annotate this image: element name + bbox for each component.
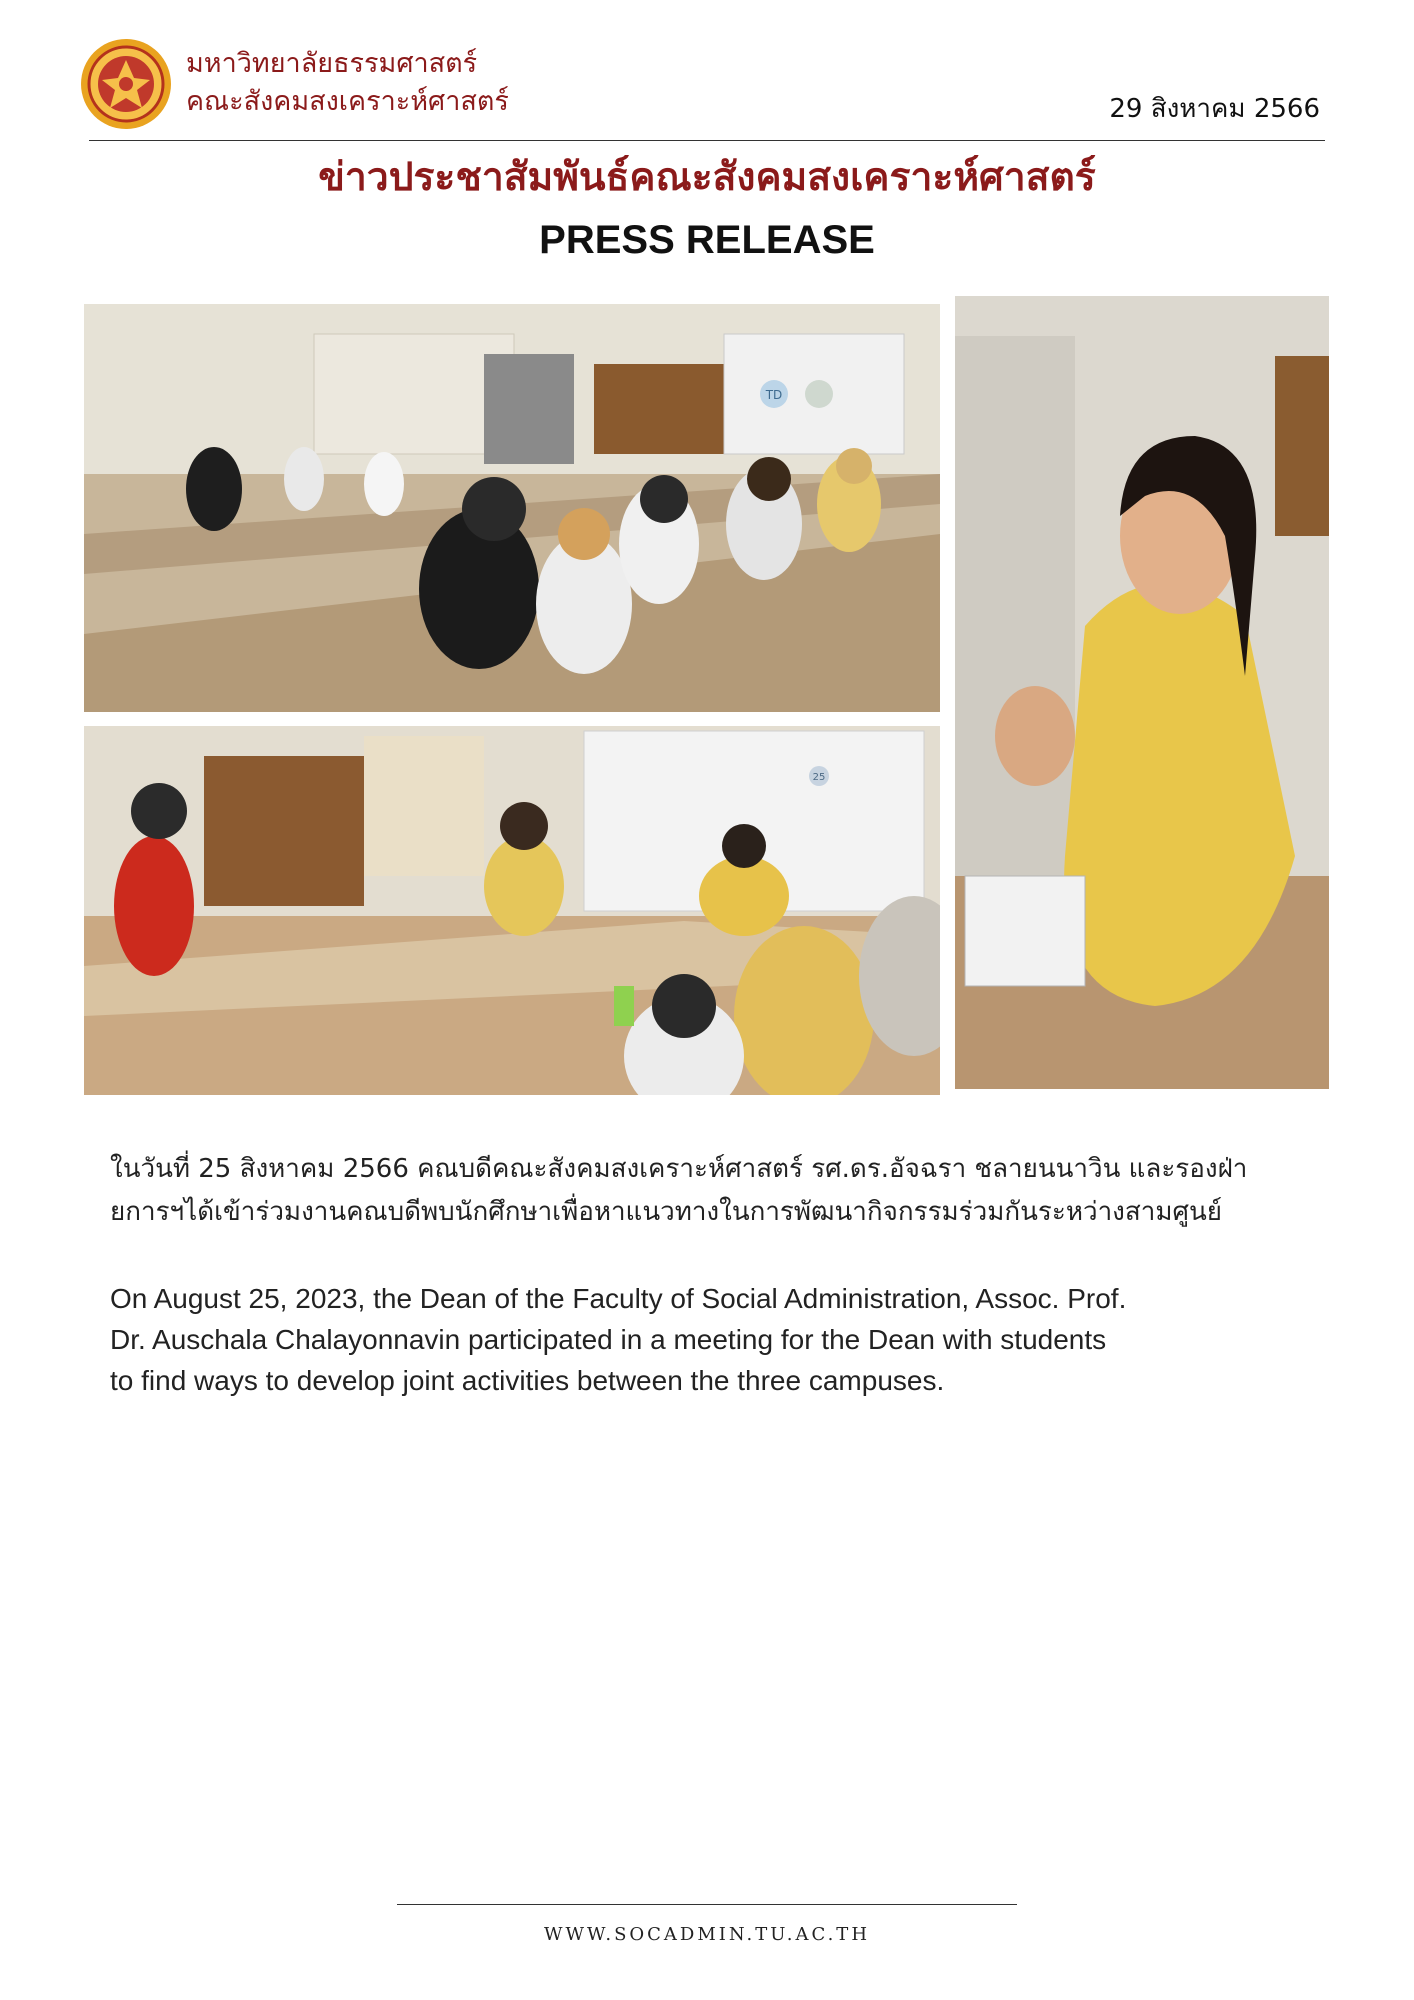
seal-icon (80, 38, 172, 130)
meeting-photo-wide (84, 304, 940, 712)
institution-name (186, 44, 509, 120)
body-english-line: Dr. Auschala Chalayonnavin participated in a meeting for the Dean with students (110, 1324, 1107, 1355)
footer-divider (397, 1904, 1017, 1905)
press-release-title-english: PRESS RELEASE (539, 218, 875, 262)
body-paragraph-english (110, 1278, 1310, 1401)
screen-text: 25 (812, 772, 826, 783)
university-name: มหาวิทยาลัยธรรมศาสตร์ (186, 48, 478, 79)
university-logo (80, 38, 172, 130)
screen-text: TD (765, 388, 783, 402)
body-english-line: On August 25, 2023, the Dean of the Faculty of Social Administration, Assoc. Prof. (110, 1283, 1127, 1314)
body-thai-line: ยการฯได้เข้าร่วมงานคณบดีพบนักศึกษาเพื่อหาแนวทางในการพัฒนากิจกรรมร่วมกันระหว่างสามศูนย์ (110, 1197, 1222, 1227)
website-url[interactable]: WWW.SOCADMIN.TU.AC.TH (543, 1924, 871, 1945)
document-date: 29 สิงหาคม 2566 (1109, 94, 1320, 124)
dean-portrait-photo (955, 296, 1329, 1089)
press-release-title-thai: ข่าวประชาสัมพันธ์คณะสังคมสงเคราะห์ศาสตร์ (318, 155, 1096, 200)
header-divider (89, 140, 1325, 141)
meeting-photo-dean-table (84, 726, 940, 1095)
body-english-line: to find ways to develop joint activities between the three campuses. (110, 1365, 945, 1396)
body-thai-line: ในวันที่ 25 สิงหาคม 2566 คณบดีคณะสังคมสงเคราะห์ศาสตร์ รศ.ดร.อัจฉรา ชลายนนาวิน และรองฝ่า (110, 1154, 1248, 1184)
faculty-name: คณะสังคมสงเคราะห์ศาสตร์ (186, 86, 509, 117)
body-paragraph-thai (110, 1148, 1310, 1234)
